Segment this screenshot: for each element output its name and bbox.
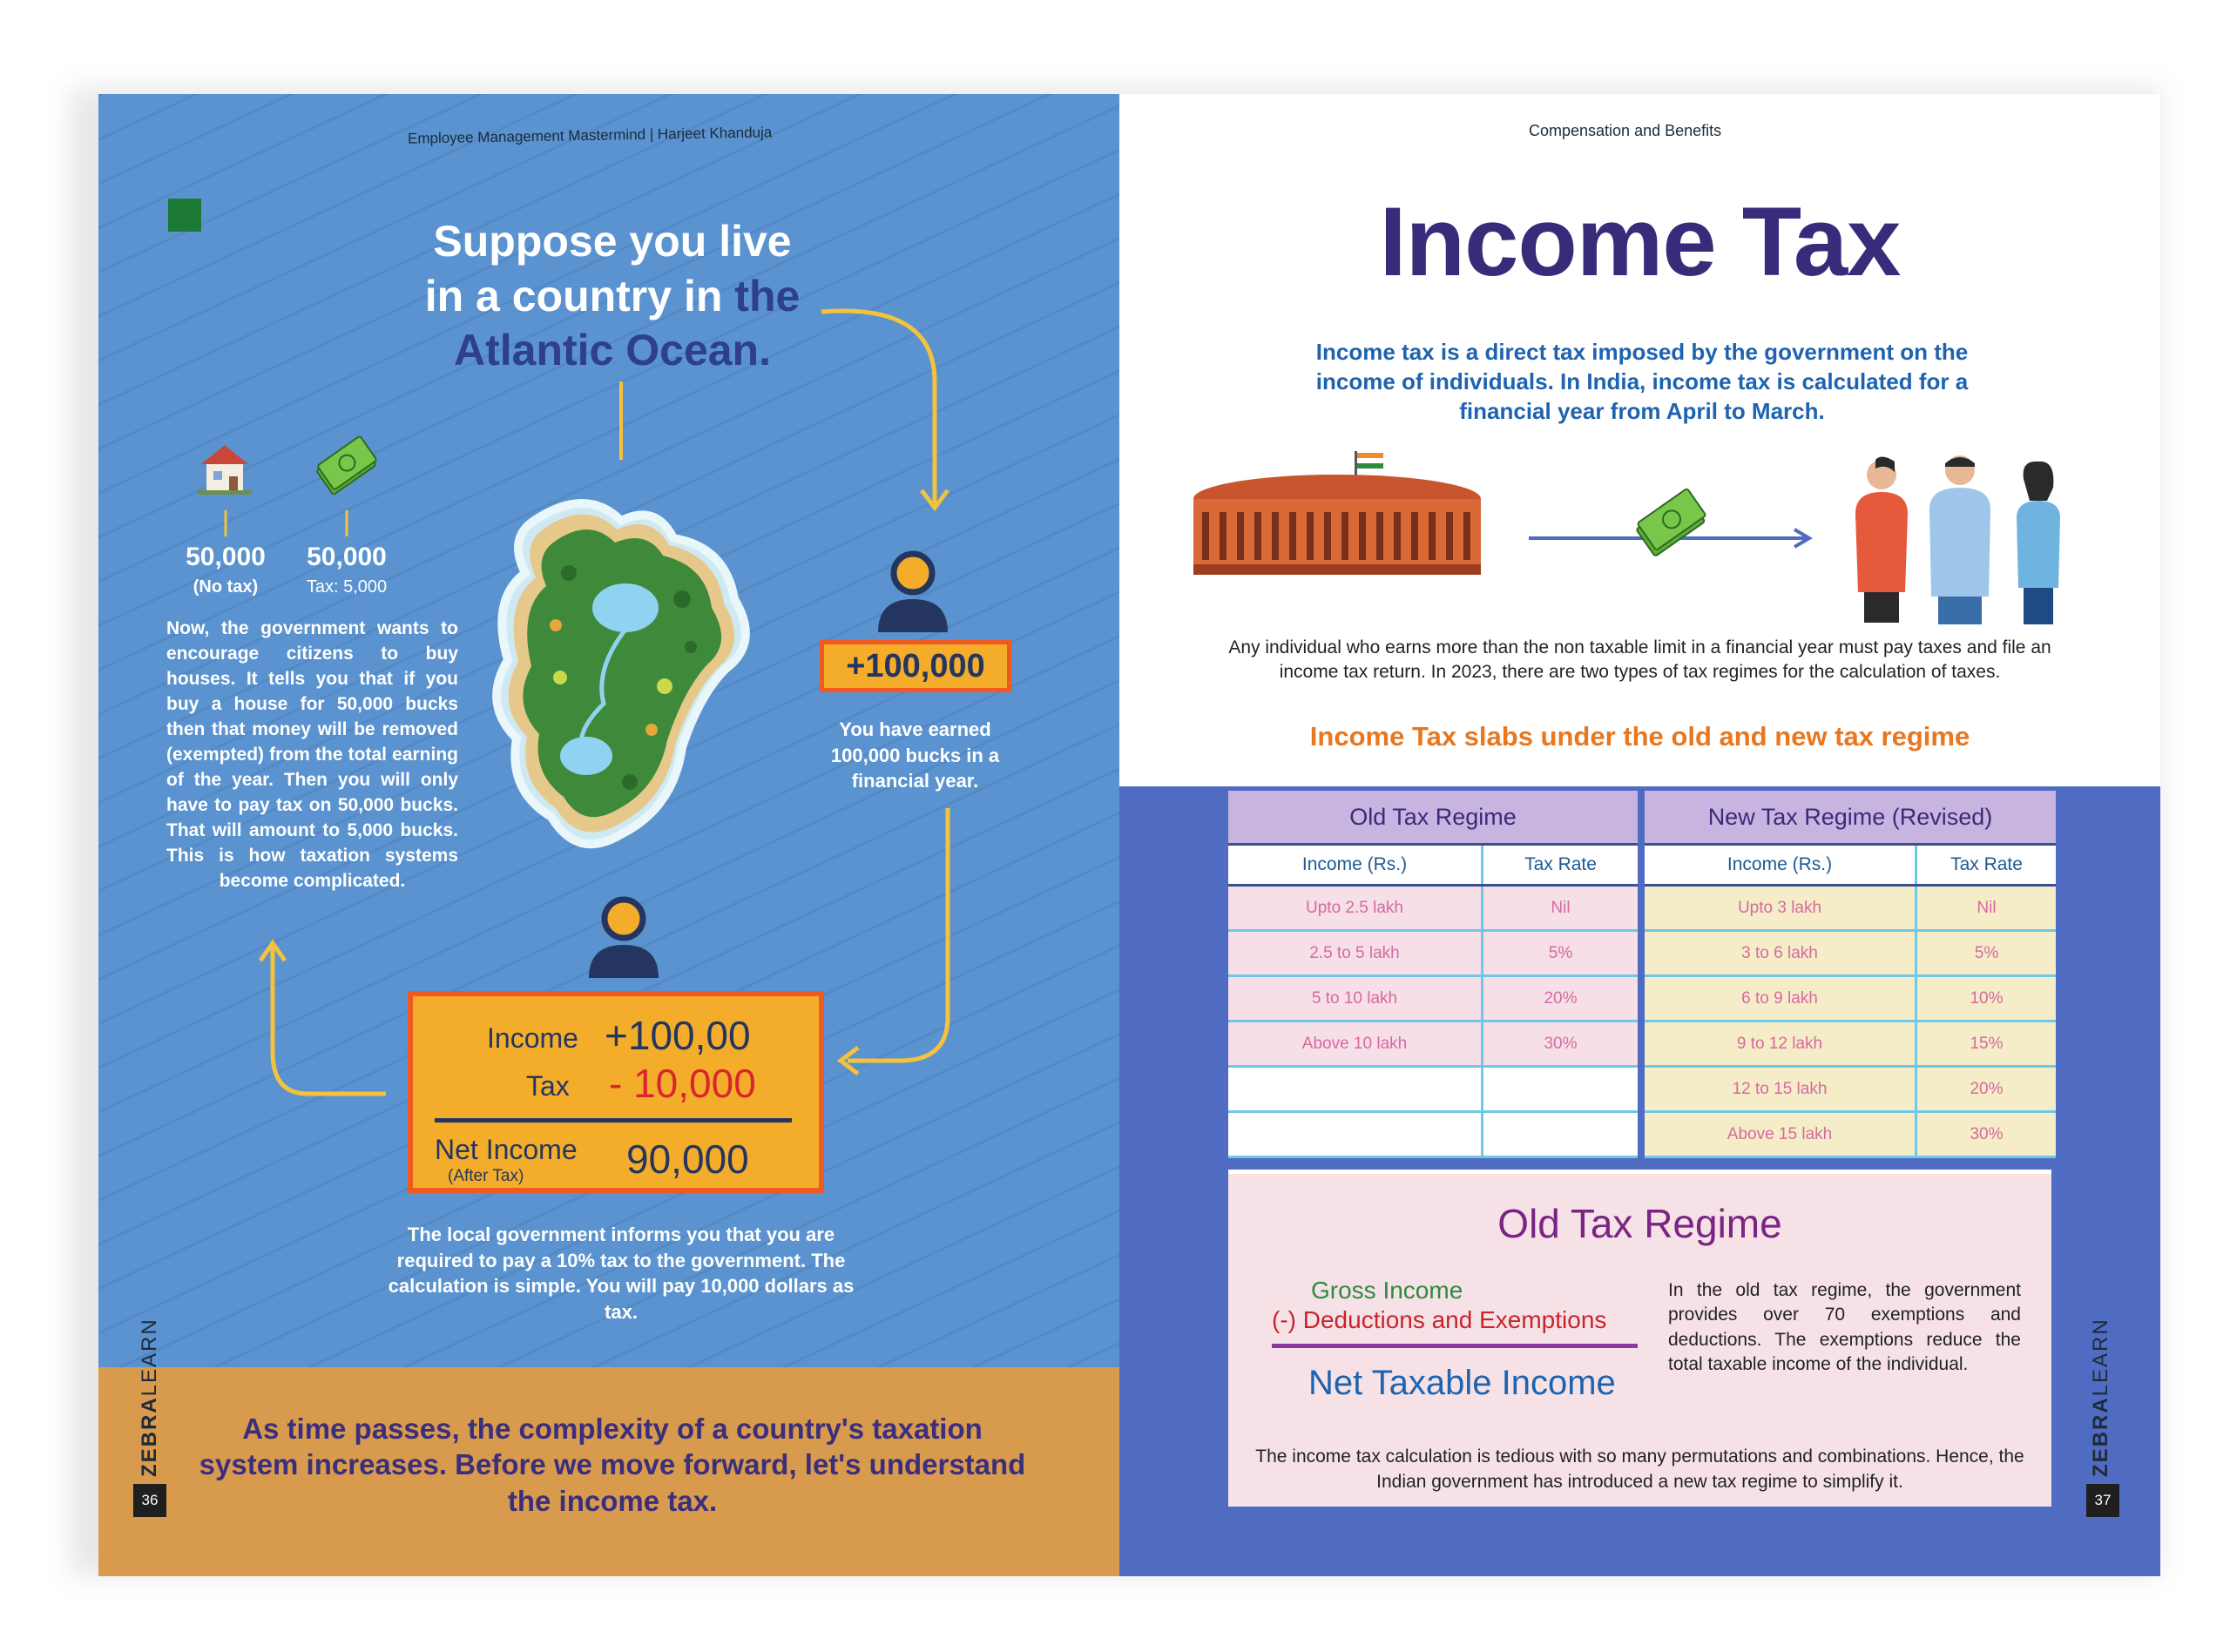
table-row-empty [1228,1113,1638,1158]
new-col-income: Income (Rs.) [1727,854,1833,874]
house-exemption-text: Now, the government wants to encourage citizens to buy houses. It tells you that if you buy a house for 50,000 bucks then that money will be removed (exempted) from the total earning of the year. Then you will only have to pay tax on 50,000 bucks. That will amount to 5,000 bucks. This is how taxation systems become complicated. [166,618,458,891]
house-note: (No tax) [193,577,259,597]
table-row: 2.5 to 5 lakh 5% [1228,932,1638,977]
net-income-label: Net Income [435,1134,578,1165]
table-row: 5 to 10 lakh 20% [1228,977,1638,1022]
cash-note: Tax: 5,000 [306,577,388,597]
house-amount: 50,000 [186,543,266,571]
money-icon [312,434,382,503]
people-group-icon [1834,453,2078,627]
brand-logo-left: ZEBRALEARN [138,1318,161,1477]
net-income-value: 90,000 [626,1136,749,1182]
table-row: Upto 2.5 lakh Nil [1228,887,1638,932]
old-table-title: Old Tax Regime [1228,791,1638,843]
parliament-building-icon [1189,451,1485,582]
person-icon-2 [580,891,667,987]
island-illustration [473,469,787,878]
calc-divider [435,1118,792,1123]
earned-text: You have earned 100,000 bucks in a financial year. [830,718,1000,792]
income-calculation-box [408,991,824,1193]
table-row: 9 to 12 lakh 15% [1645,1022,2056,1068]
brand-logo-right: ZEBRALEARN [2089,1318,2112,1477]
old-table-header-row [1228,843,1638,887]
bottom-band [98,1367,1119,1576]
old-regime-description: In the old tax regime, the government provides over 70 exemptions and deductions. The exemptions reduce the total taxable income of the individual. [1668,1280,2021,1375]
page-title: Income Tax [1379,187,1901,296]
new-regime-table [1645,791,2056,1158]
green-marker [168,199,201,232]
old-regime-table [1228,791,1638,1158]
new-table-title: New Tax Regime (Revised) [1645,791,2056,843]
old-col-income: Income (Rs.) [1301,854,1408,874]
title-subtitle: Income tax is a direct tax imposed by the government on the income of individuals. In India, income tax is calculated for a financial year from April to March. [1315,339,1969,424]
new-table-header-row [1645,843,2056,887]
old-regime-footnote: The income tax calculation is tedious with so many permutations and combinations. Hence, the Indian government has introduced a new tax regime to simplify it. [1255,1446,2024,1493]
table-row: 6 to 9 lakh 10% [1645,977,2056,1022]
deductions-label: (-) Deductions and Exemptions [1272,1306,1607,1333]
tax-value: - 10,000 [609,1061,756,1106]
intro-title: Suppose you live in a country in the Atlantic Ocean. [424,217,801,374]
earned-badge: +100,000 [820,640,1011,692]
table-row: 3 to 6 lakh 5% [1645,932,2056,977]
table-row: Upto 3 lakh Nil [1645,887,2056,932]
left-running-header: Employee Management Mastermind | Harjeet Khanduja [407,124,773,147]
right-running-header: Compensation and Benefits [1529,122,1722,139]
local-government-text: The local government informs you that you are required to pay a 10% tax to the government. The calculation is simple. You will pay 10,000 dollars as tax. [388,1224,855,1324]
net-income-sub: (After Tax) [448,1167,524,1185]
person-icon [869,545,956,641]
left-page [98,94,1119,1576]
right-page [1119,94,2160,1576]
house-icon [194,438,255,499]
tax-slab-tables [1228,791,2056,1170]
table-row: 12 to 15 lakh 20% [1645,1068,2056,1113]
money-icon-2 [1633,482,1712,569]
old-regime-explainer [1228,1170,2051,1507]
formula-divider [1272,1344,1638,1348]
slab-title: Income Tax slabs under the old and new tax regime [1309,721,1970,752]
income-value: +100,00 [605,1013,751,1058]
taxable-limit-text: Any individual who earns more than the non taxable limit in a financial year must pay taxes and file an income tax return. In 2023, there are two types of tax regimes for the calculation of taxes. [1228,637,2051,683]
bottom-text: As time passes, the complexity of a country's taxation system increases. Before we move forward, let's understand the income tax. [199,1413,1026,1517]
new-col-rate: Tax Rate [1915,846,2056,884]
cash-amount: 50,000 [307,543,387,571]
table-row: Above 10 lakh 30% [1228,1022,1638,1068]
tax-label: Tax [526,1070,570,1102]
old-regime-title: Old Tax Regime [1497,1201,1782,1246]
income-label: Income [487,1022,578,1054]
gross-income-label: Gross Income [1311,1277,1463,1304]
old-col-rate: Tax Rate [1481,846,1638,884]
net-taxable-income-label: Net Taxable Income [1308,1364,1616,1402]
page-number-left: 36 [133,1484,166,1517]
page-number-right: 37 [2086,1484,2119,1517]
table-row-empty [1228,1068,1638,1113]
table-row: Above 15 lakh 30% [1645,1113,2056,1158]
